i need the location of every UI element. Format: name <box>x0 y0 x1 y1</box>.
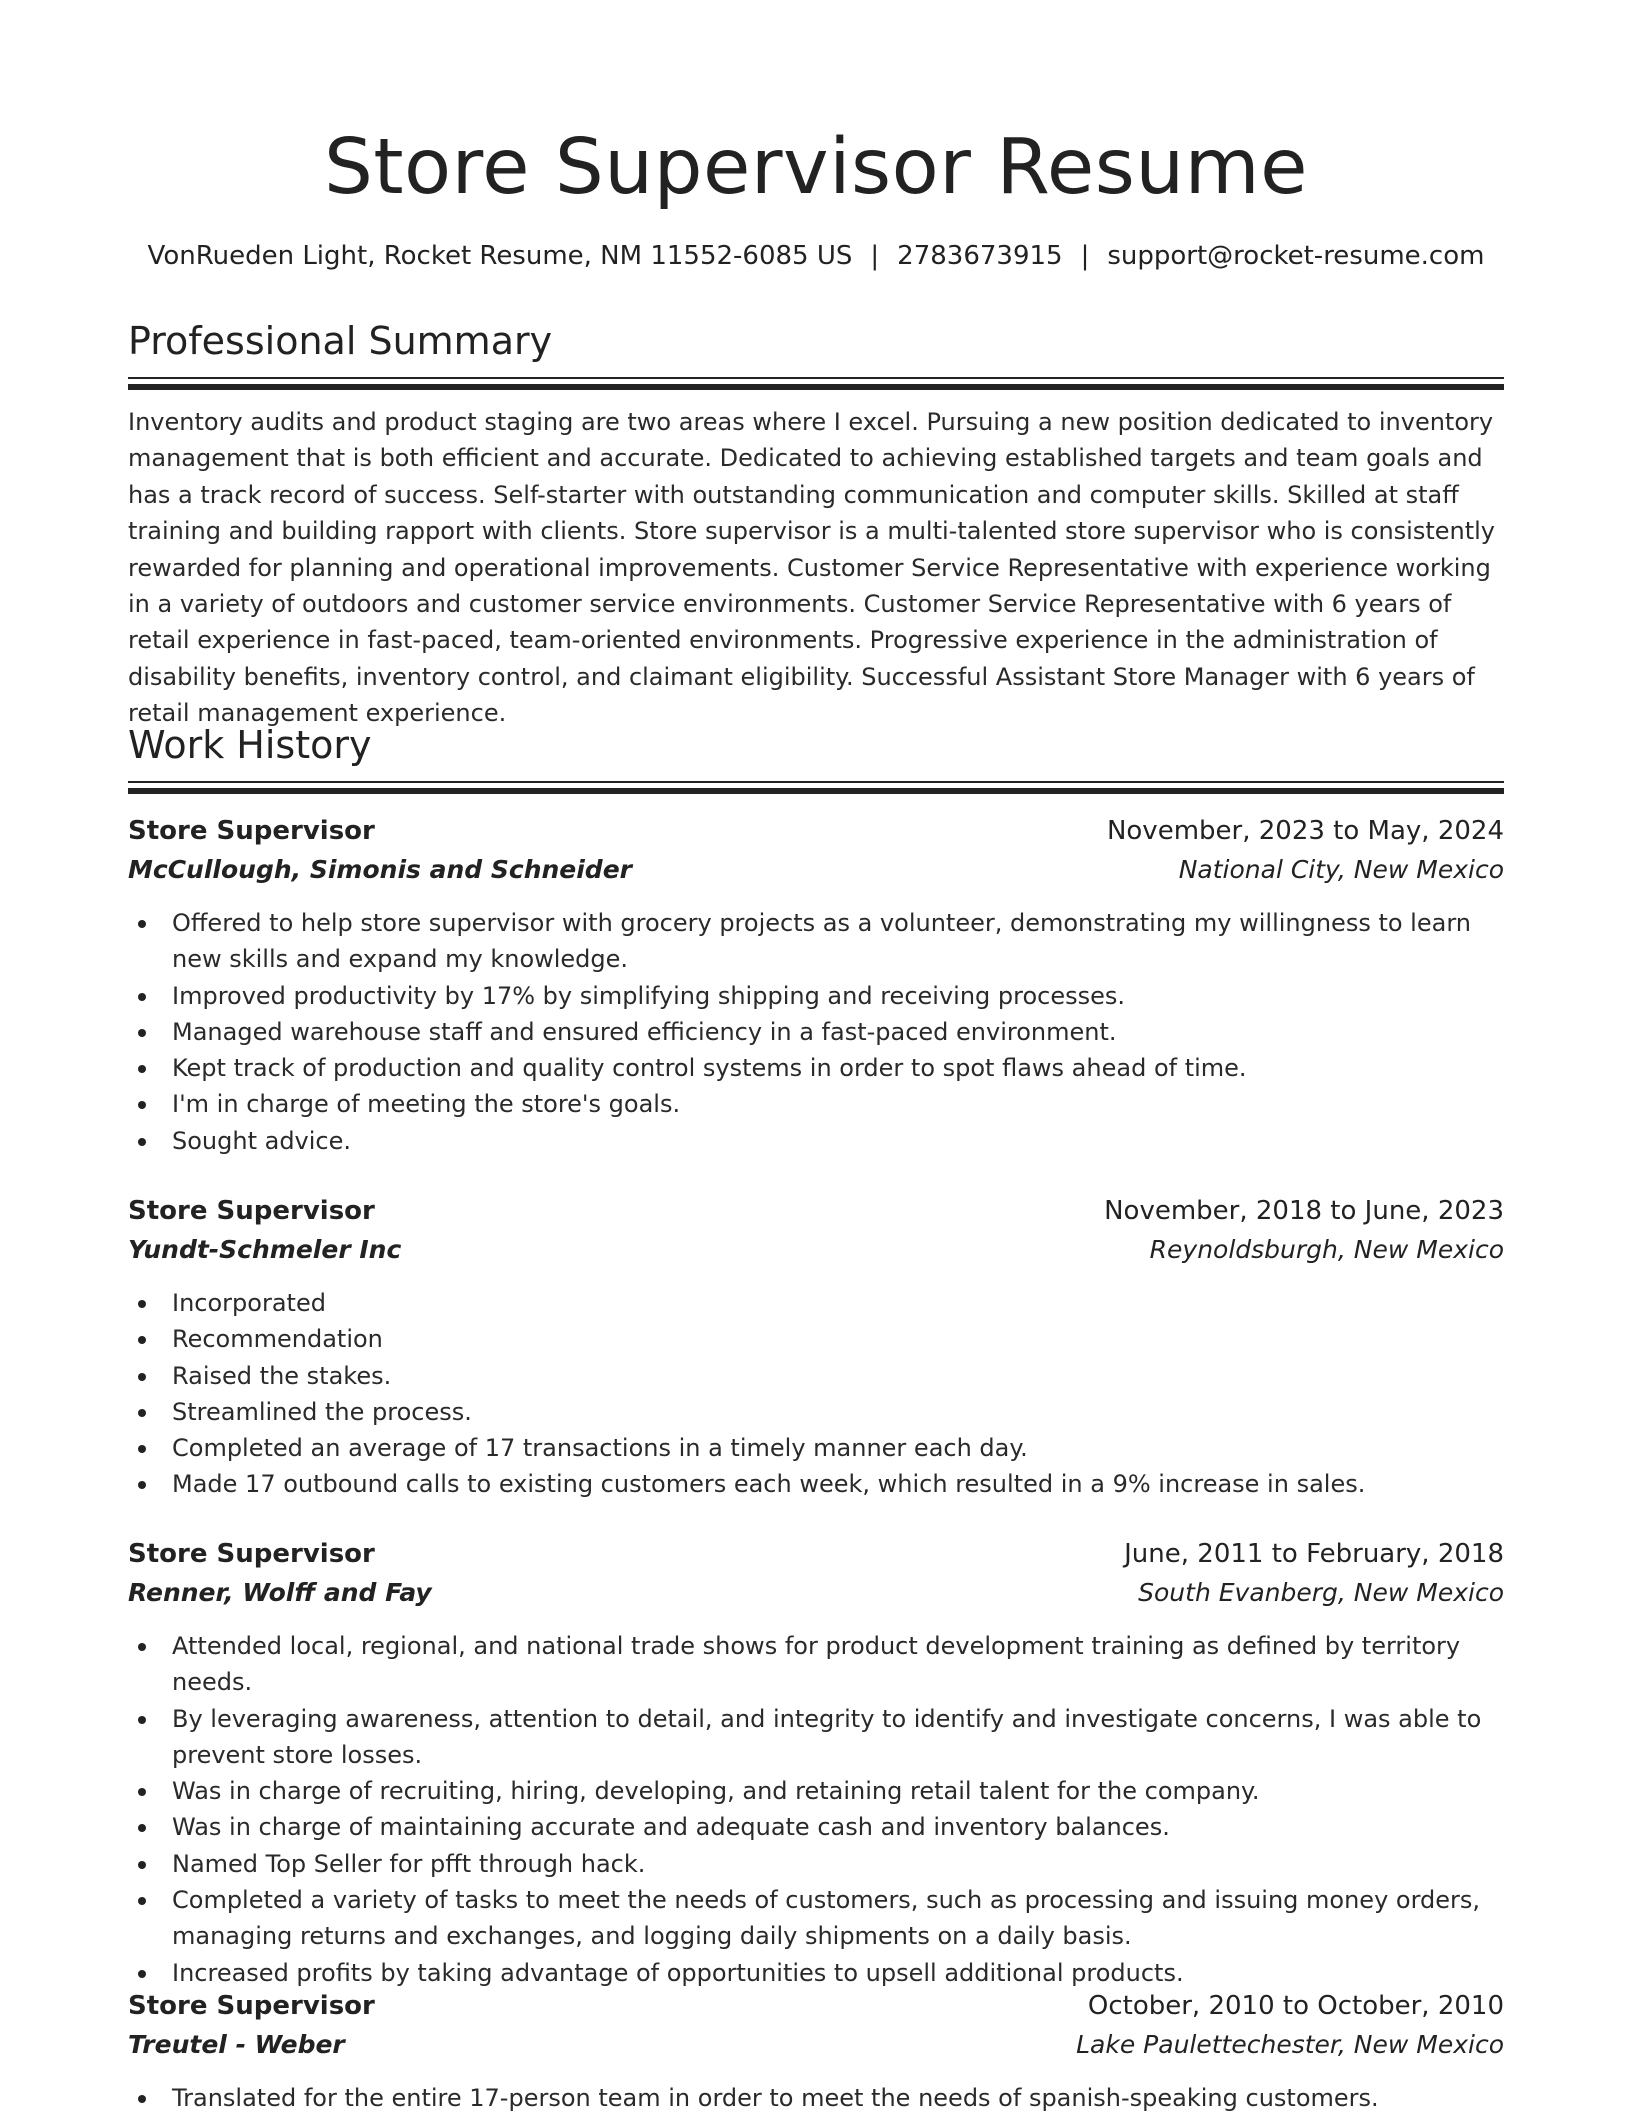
bullet-item: Named Top Seller for pfft through hack. <box>172 1846 1504 1882</box>
bullet-item: Incorporated <box>172 1285 1504 1321</box>
bullet-item: By leveraging awareness, attention to detail, and integrity to identify and investigate concerns, I was able to prevent store losses. <box>172 1701 1504 1774</box>
job-entry <box>128 813 1504 1159</box>
section-heading-work-history: Work History <box>128 723 372 767</box>
page-title: Store Supervisor Resume <box>323 123 1309 212</box>
job-company: McCullough, Simonis and Schneider <box>128 855 632 884</box>
bullet-item: Improved productivity by 17% by simplifying shipping and receiving processes. <box>172 978 1504 1014</box>
bullet-item: Kept track of production and quality control systems in order to spot flaws ahead of time. <box>172 1050 1504 1086</box>
job-company: Treutel - Weber <box>128 2030 345 2059</box>
job-dates: October, 2010 to October, 2010 <box>1087 1991 1504 2021</box>
job-location: South Evanberg, New Mexico <box>1138 1578 1504 1607</box>
job-company: Yundt-Schmeler Inc <box>128 1235 402 1264</box>
contact-address: VonRueden Light, Rocket Resume, NM 11552-6085 US <box>147 241 853 271</box>
bullet-item: I'm in charge of meeting the store's goals. <box>172 1086 1504 1122</box>
job-bullets <box>128 2080 1504 2116</box>
section-heading-summary: Professional Summary <box>128 319 553 363</box>
job-bullets <box>128 1628 1504 1991</box>
job-dates: November, 2018 to June, 2023 <box>1104 1196 1504 1226</box>
section-divider <box>128 781 1504 795</box>
job-company: Renner, Wolff and Fay <box>128 1578 432 1607</box>
bullet-item: Increased profits by taking advantage of opportunities to upsell additional products. <box>172 1955 1504 1991</box>
job-location: Reynoldsburgh, New Mexico <box>1149 1235 1504 1264</box>
job-title: Store Supervisor <box>128 1991 375 2021</box>
bullet-item: Made 17 outbound calls to existing customers each week, which resulted in a 9% increase in sales. <box>172 1466 1504 1502</box>
bullet-item: Sought advice. <box>172 1123 1504 1159</box>
job-title: Store Supervisor <box>128 1539 375 1569</box>
job-entry <box>128 1536 1504 1991</box>
bullet-item: Offered to help store supervisor with grocery projects as a volunteer, demonstrating my willingness to learn new skills and expand my knowledge. <box>172 905 1504 978</box>
contact-separator: | <box>870 241 880 271</box>
job-title: Store Supervisor <box>128 816 375 846</box>
contact-line <box>0 238 1632 274</box>
job-location: Lake Paulettechester, New Mexico <box>1076 2030 1504 2059</box>
job-title: Store Supervisor <box>128 1196 375 1226</box>
bullet-item: Raised the stakes. <box>172 1358 1504 1394</box>
section-divider <box>128 377 1504 391</box>
bullet-item: Streamlined the process. <box>172 1394 1504 1430</box>
bullet-item: Recommendation <box>172 1321 1504 1357</box>
job-dates: June, 2011 to February, 2018 <box>1124 1539 1504 1569</box>
bullet-item: Managed warehouse staff and ensured efficiency in a fast-paced environment. <box>172 1014 1504 1050</box>
bullet-item: Completed an average of 17 transactions in a timely manner each day. <box>172 1430 1504 1466</box>
job-entry <box>128 1988 1504 2116</box>
job-dates: November, 2023 to May, 2024 <box>1106 816 1504 846</box>
summary-text: Inventory audits and product staging are two areas where I excel. Pursuing a new position dedicated to inventory management that is both efficient and accurate. Dedicated to achieving established targets and team goals and has a track record of success. Self-starter with outstanding communication and computer skills. Skilled at staff training and building rapport with clients. Store supervisor is a multi-talented store supervisor who is consistently rewarded for planning and operational improvements. Customer Service Representative with experience working in a variety of outdoors and customer service environments. Customer Service Representative with 6 years of retail experience in fast-paced, team-oriented environments. Progressive experience in the administration of disability benefits, inventory control, and claimant eligibility. Successful Assistant Store Manager with 6 years of retail management experience. <box>128 408 1495 728</box>
bullet-item: Was in charge of recruiting, hiring, developing, and retaining retail talent for the company. <box>172 1773 1504 1809</box>
job-bullets <box>128 1285 1504 1503</box>
job-location: National City, New Mexico <box>1178 855 1504 884</box>
job-bullets <box>128 905 1504 1159</box>
bullet-item: Completed a variety of tasks to meet the needs of customers, such as processing and issuing money orders, managing returns and exchanges, and logging daily shipments on a daily basis. <box>172 1882 1504 1955</box>
job-entry <box>128 1193 1504 1503</box>
contact-phone: 2783673915 <box>897 241 1063 271</box>
bullet-item: Attended local, regional, and national trade shows for product development training as defined by territory needs. <box>172 1628 1504 1701</box>
contact-email[interactable]: support@rocket-resume.com <box>1107 241 1485 271</box>
bullet-item: Was in charge of maintaining accurate and adequate cash and inventory balances. <box>172 1809 1504 1845</box>
bullet-item: Translated for the entire 17-person team in order to meet the needs of spanish-speaking customers. <box>172 2080 1504 2116</box>
contact-separator: | <box>1080 241 1090 271</box>
